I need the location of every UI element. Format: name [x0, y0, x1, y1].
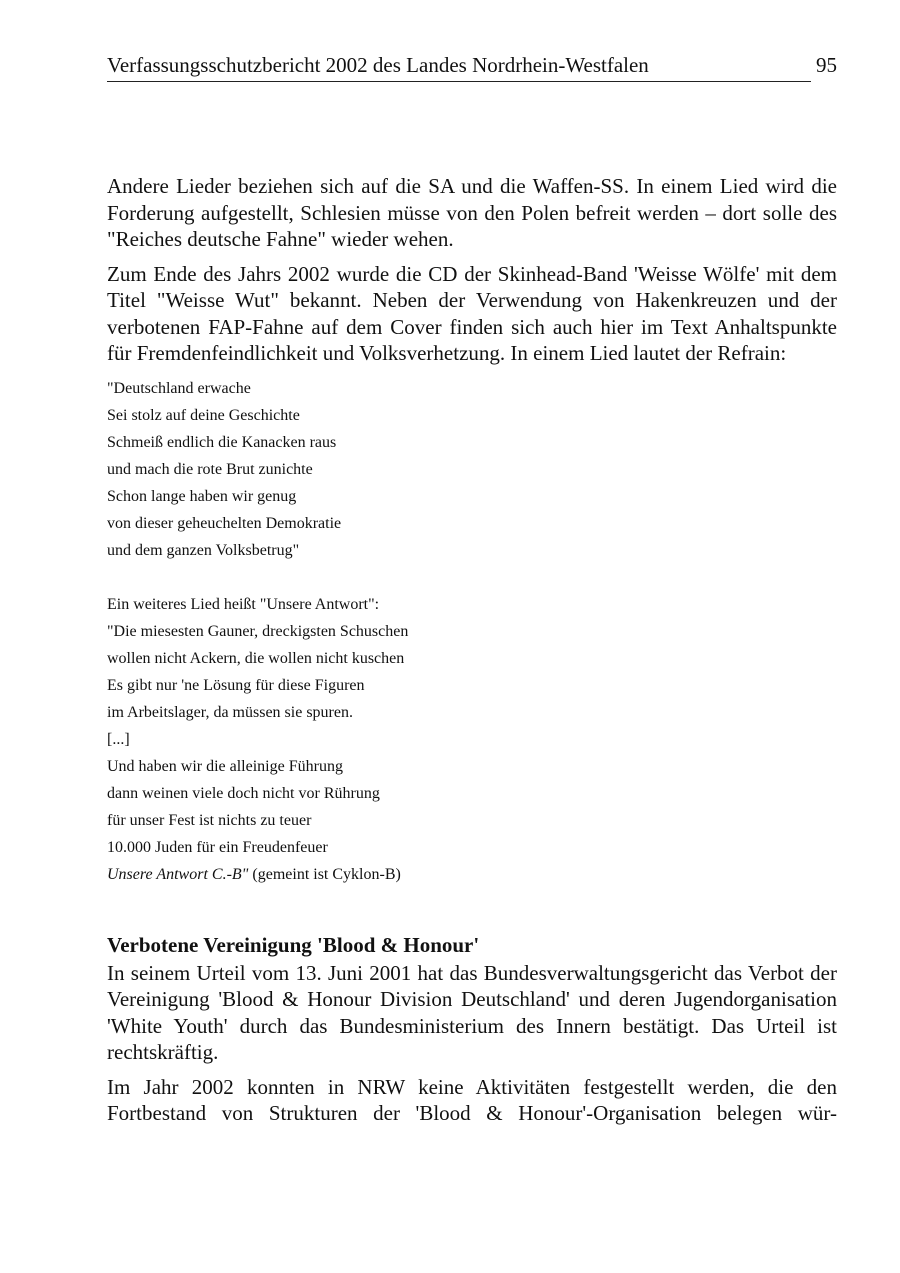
- header-rule: [107, 81, 811, 82]
- lyric-line: "Deutschland erwache: [107, 379, 251, 397]
- section-heading: Verbotene Vereinigung 'Blood & Honour': [107, 932, 480, 957]
- lyric-line: für unser Fest ist nichts zu teuer: [107, 811, 312, 829]
- verse-spacer: [107, 564, 837, 591]
- lyric-line: 10.000 Juden für ein Freudenfeuer: [107, 838, 328, 856]
- lyric-line: von dieser geheuchelten Demokratie: [107, 514, 342, 532]
- lyric-line: dann weinen viele doch nicht vor Rührung: [107, 784, 380, 802]
- refrain-quote: [107, 375, 837, 888]
- page-body: [107, 173, 837, 1135]
- paragraph-nrw-activities: Im Jahr 2002 konnten in NRW keine Aktivitäten festgestellt werden, die den Fortbestand von Strukturen der 'Blood & Honour'-Organisation belegen wür-: [107, 1074, 837, 1125]
- lyric-line: Es gibt nur 'ne Lösung für diese Figuren: [107, 676, 365, 694]
- paragraph-weisse-woelfe: Zum Ende des Jahrs 2002 wurde die CD der Skinhead-Band 'Weisse Wölfe' mit dem Titel "Weisse Wut" bekannt. Neben der Verwendung von Hakenkreuzen und der verbotenen FAP-Fahne auf dem Cover finden sich auch hier im Text Anhaltspunkte für Fremdenfeindlichkeit und Volksverhetzung. In einem Lied lautet der Refrain:: [107, 261, 837, 365]
- paragraph-court-ruling: In seinem Urteil vom 13. Juni 2001 hat das Bundesverwaltungsgericht das Verbot der Vereinigung 'Blood & Honour Division Deutschland' und deren Jugendorganisation 'White Youth' durch das Bundesministerium des Innern bestätigt. Das Urteil ist rechtskräftig.: [107, 960, 837, 1064]
- lyric-line: Sei stolz auf deine Geschichte: [107, 406, 300, 424]
- lyric-line: Schmeiß endlich die Kanacken raus: [107, 433, 337, 451]
- lyric-line: im Arbeitslager, da müssen sie spuren.: [107, 703, 353, 721]
- lyric-italic-title: Unsere Antwort C.-B": [107, 865, 249, 883]
- lyric-line: Und haben wir die alleinige Führung: [107, 757, 343, 775]
- lyric-ellipsis: [...]: [107, 730, 130, 748]
- lyric-line: und mach die rote Brut zunichte: [107, 460, 313, 478]
- lyric-last-line: [107, 861, 837, 888]
- lyric-line: und dem ganzen Volksbetrug": [107, 541, 300, 559]
- lyric-line: Schon lange haben wir genug: [107, 487, 297, 505]
- lyric-note: (gemeint ist Cyklon-B): [248, 865, 401, 883]
- running-title: Verfassungsschutzbericht 2002 des Landes Nordrhein-Westfalen: [107, 53, 649, 77]
- lyric-intro: Ein weiteres Lied heißt "Unsere Antwort":: [107, 595, 380, 613]
- page-number: 95: [816, 53, 837, 77]
- page-header: [107, 53, 837, 83]
- paragraph-songs-sa: Andere Lieder beziehen sich auf die SA und die Waffen-SS. In einem Lied wird die Forderung aufgestellt, Schlesien müsse von den Polen befreit werden – dort solle des "Reiches deutsche Fahne" wieder wehen.: [107, 174, 837, 251]
- lyric-line: wollen nicht Ackern, die wollen nicht kuschen: [107, 649, 405, 667]
- lyric-line: "Die miesesten Gauner, dreckigsten Schuschen: [107, 622, 409, 640]
